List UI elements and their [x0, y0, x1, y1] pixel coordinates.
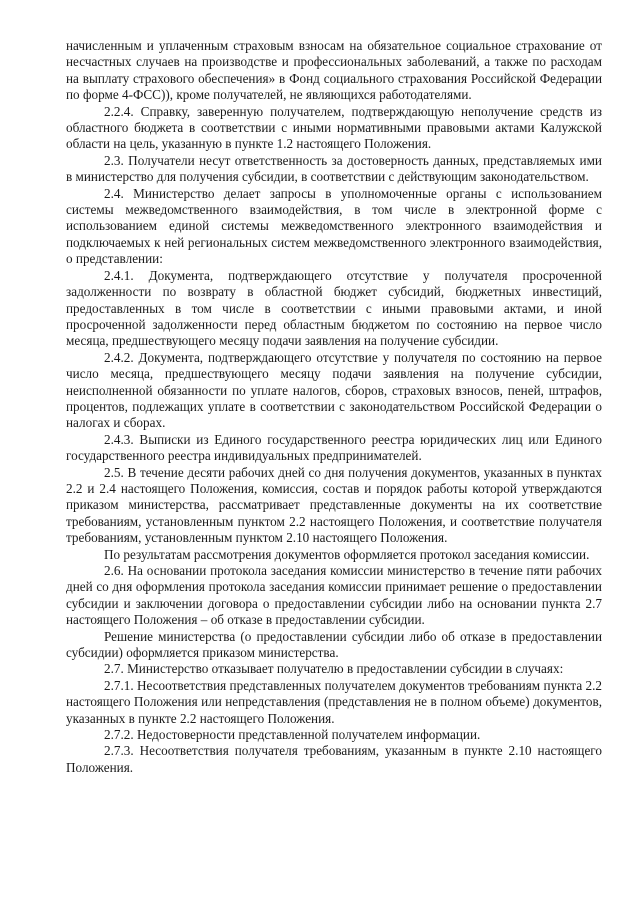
- paragraph-2-4-2: 2.4.2. Документа, подтверждающего отсутствие у получателя по состоянию на первое число месяца, предшествующего месяцу подачи заявления на получение субсидии, неисполненной обязанности по уплате налогов, сборов, страховых взносов, пеней, штрафов, процентов, подлежащих уплате в соответствии с законодательством Российской Федерации о налогах и сборах.: [66, 349, 602, 431]
- paragraph-2-4-3: 2.4.3. Выписки из Единого государственного реестра юридических лиц или Единого государственного реестра индивидуальных предпринимателей.: [66, 431, 602, 464]
- paragraph-continuation: начисленным и уплаченным страховым взносам на обязательное социальное страхование от несчастных случаев на производстве и профессиональных заболеваний, а также по расходам на выплату страхового обеспечения» в Фонд социального страхования Российской Федерации по форме 4-ФСС)), кроме получателей, не являющихся работодателями.: [66, 38, 602, 103]
- paragraph-2-4: 2.4. Министерство делает запросы в уполномоченные органы с использованием системы межведомственного взаимодействия, в том числе в электронной форме с использованием единой системы межведомственного электронного взаимодействия и подключаемых к ней региональных систем межведомственного электронного взаимодействия, о представлении:: [66, 185, 602, 267]
- paragraph-2-7-1: 2.7.1. Несоответствия представленных получателем документов требованиям пункта 2.2 настоящего Положения или непредставления (представления не в полном объеме) документов, указанных в пункте 2.2 настоящего Положения.: [66, 677, 602, 726]
- paragraph-2-2-4: 2.2.4. Справку, заверенную получателем, подтверждающую неполучение средств из областного бюджета в соответствии с иными нормативными правовыми актами Калужской области на цель, указанную в пункте 1.2 настоящего Положения.: [66, 103, 602, 152]
- paragraph-2-7-2: 2.7.2. Недостоверности представленной получателем информации.: [104, 727, 481, 743]
- paragraph-2-4-1: 2.4.1. Документа, подтверждающего отсутствие у получателя просроченной задолженности по возврату в областной бюджет субсидий, бюджетных инвестиций, предоставленных в том числе в соответствии с иными правовыми актами, и иной просроченной задолженности перед областным бюджетом по состоянию на первое число месяца, предшествующего месяцу подачи заявления на получение субсидии.: [66, 267, 602, 349]
- paragraph-2-6: 2.6. На основании протокола заседания комиссии министерство в течение пяти рабочих дней со дня оформления протокола заседания комиссии принимает решение о предоставлении субсидии и заключении договора о предоставлении субсидии либо на основании пункта 2.7 настоящего Положения – об отказе в предоставлении субсидии.: [66, 563, 602, 628]
- paragraph-2-5-protocol: По результатам рассмотрения документов оформляется протокол заседания комиссии.: [104, 546, 590, 562]
- paragraph-2-5: 2.5. В течение десяти рабочих дней со дня получения документов, указанных в пунктах 2.2 и 2.4 настоящего Положения, комиссия, состав и порядок работы которой утверждаются приказом министерства, рассматривает представленные документы на их соответствие требованиям, установленным пунктом 2.2 настоящего Положения, и соответствие получателя требованиям, установленным пунктом 2.10 настоящего Положения.: [66, 464, 602, 546]
- paragraph-2-7: 2.7. Министерство отказывает получателю в предоставлении субсидии в случаях:: [104, 661, 564, 677]
- paragraph-2-6-decision: Решение министерства (о предоставлении субсидии либо об отказе в предоставлении субсидии) оформляется приказом министерства.: [66, 628, 602, 661]
- paragraph-2-7-3: 2.7.3. Несоответствия получателя требованиям, указанным в пункте 2.10 настоящего Положения.: [66, 743, 602, 775]
- paragraph-2-3: 2.3. Получатели несут ответственность за достоверность данных, представляемых ими в министерство для получения субсидии, в соответствии с действующим законодательством.: [66, 152, 602, 185]
